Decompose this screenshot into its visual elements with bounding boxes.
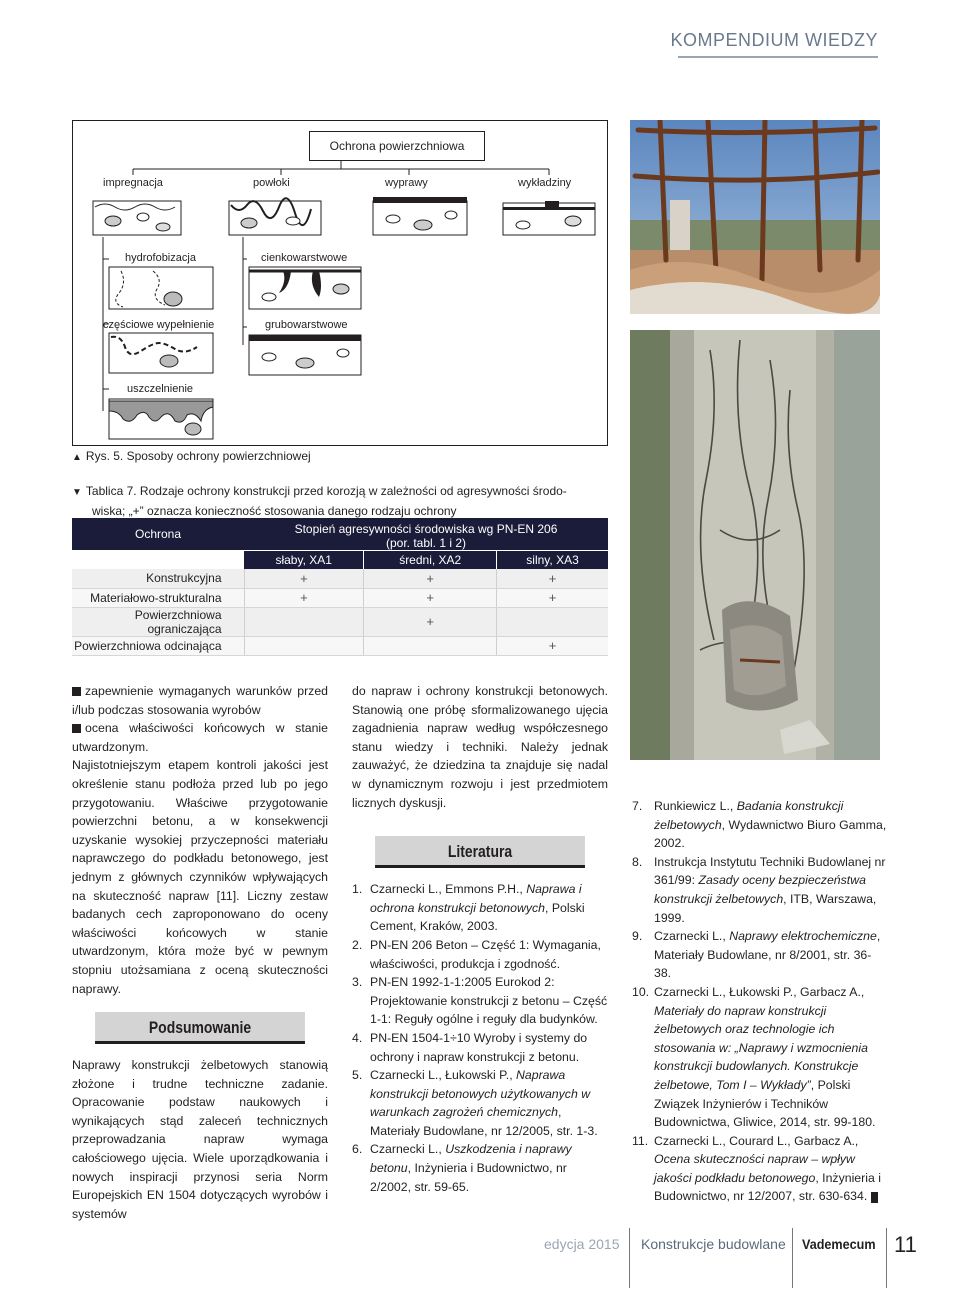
table-head-stopien: Stopień agresywności środowiska wg PN-EN 206 (por. tabl. 1 i 2) <box>244 518 608 550</box>
sample-powloki <box>229 198 321 235</box>
photo-cracked-column <box>630 330 880 760</box>
sample-wykladziny <box>503 201 595 235</box>
reference-list <box>632 797 888 1206</box>
footer-divider <box>629 1228 630 1288</box>
text-column-3 <box>632 797 888 1206</box>
list-item: ocena właściwości końcowych w stanie utwardzonym. <box>72 721 328 754</box>
paragraph: Naprawy konstrukcji żelbetowych stanowią złożone i trudne techniczne zadanie. Opracowanie podstaw naukowych i wynikających stąd zaleceń technicznych przeprowadzania napraw wymaga całościowego ujęcia. Wiele uporządkowania i nowych inspiracji przynosi seria Norm Europejskich EN 1504 dotyczących wyrobów i systemów <box>72 1058 328 1221</box>
list-item: 10. Czarnecki L., Łukowski P., Garbacz A., Materiały do napraw konstrukcji żelbetowych oraz technologie ich stosowania w: „Naprawy i wzmocnienia konstrukcji budowlanych. Konstrukcje żelbetowe, Tom I – Wykłady”, Polski Związek Inżynierów i Techników Budownictwa, Gliwice, 2014, str. 99-180. <box>632 984 876 1130</box>
sample-hydrofobizacja <box>109 267 213 309</box>
list-item: 3. PN-EN 1992-1-1:2005 Eurokod 2: Projektowanie konstrukcji z betonu – Część 1-1: Reguły ogólne i reguły dla budynków. <box>352 975 608 1027</box>
square-bullet-icon <box>72 687 81 696</box>
footer-magazine: Konstrukcje budowlane <box>641 1236 786 1252</box>
sample-wyprawy <box>373 197 467 235</box>
list-item: 5. Czarnecki L., Łukowski P., Naprawa konstrukcji betonowych użytkowanych w warunkach zagrożeń chemicznych, Materiały Budowlane, nr 12/2005, str. 1-3. <box>352 1068 598 1138</box>
table-head-level-1: słaby, XA1 <box>244 550 364 569</box>
end-mark-icon <box>871 1192 878 1203</box>
footer-edition: edycja 2015 <box>544 1236 620 1252</box>
list-item: 2. PN-EN 206 Beton – Część 1: Wymagania, właściwości, produkcja i zgodność. <box>352 937 601 971</box>
paragraph: do napraw i ochrony konstrukcji betonowych. Stanowią one próbę sformalizowanego ujęcia zagadnienia napraw według współczesnego stanu wiedzy i techniki. Należy jednak zauważyć, że dziedzina ta znajduje się nadal w dynamicznym rozwoju i jest przedmiotem licznych dyskusji. <box>352 684 608 810</box>
figure-title: Ochrona powierzchniowa <box>309 131 485 161</box>
sample-czesciowe-wypelnienie <box>109 333 213 373</box>
footer-series: Vademecum <box>802 1236 876 1252</box>
text-column-2 <box>352 682 608 1196</box>
table-head-level-2: średni, XA2 <box>364 550 497 569</box>
table-row: Materiałowo-strukturalna + + + <box>72 588 608 607</box>
list-item: 7. Runkiewicz L., Badania konstrukcji żelbetowych, Wydawnictwo Biuro Gamma, 2002. <box>632 799 887 851</box>
list-item: zapewnienie wymaganych warunków przed i/lub podczas stosowania wyrobów <box>72 684 328 717</box>
footer-divider <box>792 1228 793 1288</box>
reference-list <box>352 880 608 1196</box>
label-hydrofobizacja: hydrofobizacja <box>125 252 196 264</box>
list-item: 1. Czarnecki L., Emmons P.H., Naprawa i ochrona konstrukcji betonowych, Polski Cement, Kraków, 2003. <box>352 882 585 934</box>
section-heading-podsumowanie: Podsumowanie <box>95 1012 305 1044</box>
section-heading-literatura: Literatura <box>375 836 585 868</box>
table-row: Powierzchniowa ograniczająca + <box>72 607 608 636</box>
square-bullet-icon <box>72 724 81 733</box>
label-impregnacja: impregnacja <box>103 177 163 189</box>
text-column-1 <box>72 682 328 1223</box>
running-header: KOMPENDIUM WIEDZY <box>670 30 878 50</box>
sample-cienkowarstwowe <box>249 267 361 309</box>
header-rule <box>678 56 878 58</box>
list-item: 9. Czarnecki L., Naprawy elektrochemiczne, Materiały Budowlane, nr 8/2001, str. 36-38. <box>632 929 881 981</box>
table-row: Powierzchniowa odcinająca + <box>72 636 608 655</box>
footer-divider <box>886 1228 887 1288</box>
label-powloki: powłoki <box>253 177 290 189</box>
label-cienkowarstwowe: cienkowarstwowe <box>261 252 348 264</box>
figure-5-caption: ▲ Rys. 5. Sposoby ochrony powierzchniowej <box>72 449 311 463</box>
figure-5-diagram <box>72 120 608 446</box>
sample-grubowarstwowe <box>249 335 361 375</box>
label-grubowarstwowe: grubowarstwowe <box>265 319 348 331</box>
list-item: 8. Instrukcja Instytutu Techniki Budowlanej nr 361/99: Zasady oceny bezpieczeństwa konstrukcji żelbetowych, ITB, Warszawa, 1999. <box>632 854 886 925</box>
table-head-level-3: silny, XA3 <box>497 550 608 569</box>
list-item: 6. Czarnecki L., Uszkodzenia i naprawy betonu, Inżynieria i Budownictwo, nr 2/2002, str. 59-65. <box>352 1142 572 1194</box>
photo-corroded-rebar <box>630 120 880 314</box>
table-row: Konstrukcyjna + + + <box>72 569 608 588</box>
label-wykladziny: wykładziny <box>518 177 572 189</box>
paragraph: Najistotniejszym etapem kontroli jakości jest określenie stanu podłoża przed lub po jego przygotowaniu. Właściwe przygotowanie powierzchni betonu, a w konsekwencji uzyskanie wysokiej przyczepności materiału naprawczego do podkładu betonowego, jest jednym z głównych czynników wpływających na skuteczność napraw [11]. Liczny zestaw badanych cech zaproponowano do oceny właściwości końcowych w stanie utwardzonym, która może być w pewnym stopniu utożsamiana z oceną skuteczności naprawy. <box>72 758 328 996</box>
figure-5-lines <box>73 121 609 447</box>
triangle-up-icon: ▲ <box>72 452 82 463</box>
table-7 <box>72 518 608 656</box>
triangle-down-icon: ▼ <box>72 487 82 498</box>
sample-uszczelnienie <box>109 399 213 439</box>
label-czesciowe-wypelnienie: częściowe wypełnienie <box>103 319 215 331</box>
list-item: 4. PN-EN 1504-1÷10 Wyroby i systemy do ochrony i napraw konstrukcji z betonu. <box>352 1030 588 1064</box>
sample-impregnacja <box>93 201 181 235</box>
label-uszczelnienie: uszczelnienie <box>127 383 194 395</box>
label-wyprawy: wyprawy <box>385 177 428 189</box>
table-7-caption: ▼ Tablica 7. Rodzaje ochrony konstrukcji przed korozją w zależności od agresywności środo- wiska; „+” oznacza konieczność stosowania danego rodzaju ochrony <box>72 484 567 518</box>
table-head-ochrona: Ochrona <box>72 518 244 550</box>
page-number: 11 <box>894 1232 917 1257</box>
list-item: 11. Czarnecki L., Courard L., Garbacz A., Ocena skuteczności napraw – wpływ jakości podkładu betonowego, Inżynieria i Budownictwo, nr 12/2007, str. 630-634. <box>632 1133 881 1204</box>
